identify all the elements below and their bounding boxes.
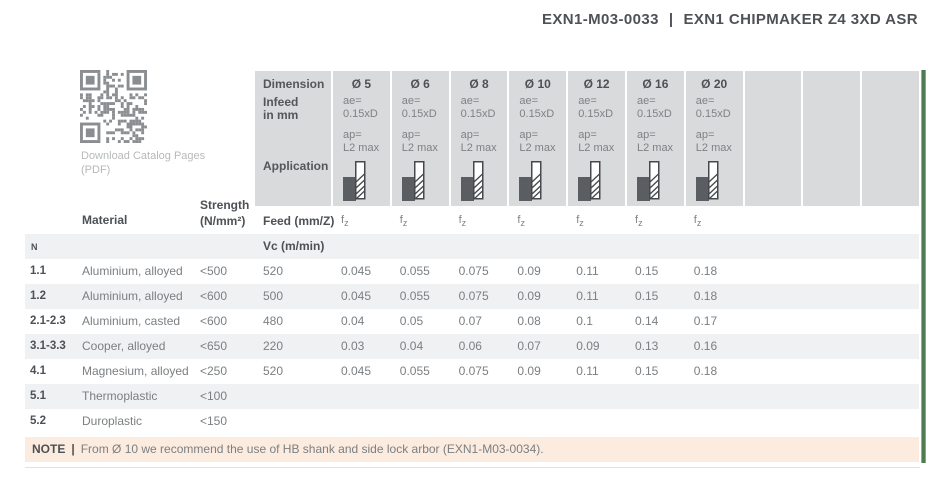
feed-symbol: $f_z$ bbox=[399, 214, 408, 229]
ae-label: ae= bbox=[578, 95, 597, 107]
dimension-column bbox=[625, 71, 684, 206]
material-row bbox=[25, 409, 919, 434]
ae-value: 0.15xD bbox=[343, 108, 378, 120]
dimension-header: Ø 20 bbox=[701, 77, 728, 91]
fz-value: 0.17 bbox=[693, 314, 718, 328]
ae-label: ae= bbox=[460, 95, 480, 107]
material-name: Aluminium, casted bbox=[82, 314, 181, 328]
feed-row bbox=[25, 206, 919, 234]
fz-value: 0.15 bbox=[635, 364, 659, 378]
fz-value: 0.075 bbox=[458, 264, 489, 278]
note-row bbox=[25, 437, 919, 462]
fz-value: 0.075 bbox=[458, 364, 489, 378]
dimension-header: Ø 6 bbox=[410, 77, 430, 91]
fz-value: 0.045 bbox=[341, 264, 372, 278]
ae-value: 0.15xD bbox=[519, 108, 555, 120]
ap-value: L2 max bbox=[460, 142, 497, 154]
ap-value: L2 max bbox=[343, 142, 380, 154]
material-name: Aluminium, alloyed bbox=[82, 289, 183, 303]
fz-value: 0.07 bbox=[517, 339, 541, 353]
empty-column bbox=[860, 71, 919, 206]
feed-symbol: $f_z$ bbox=[635, 214, 643, 229]
ap-value: L2 max bbox=[636, 142, 674, 154]
end-mill-icon bbox=[402, 161, 430, 202]
material-name: Cooper, alloyed bbox=[82, 339, 166, 353]
vc-row bbox=[25, 234, 919, 259]
material-row bbox=[25, 259, 919, 284]
product-code: EXN1-M03-0033 bbox=[541, 11, 659, 28]
fz-value: 0.045 bbox=[341, 364, 372, 378]
ap-value: L2 max bbox=[401, 142, 438, 154]
material-row bbox=[25, 309, 919, 334]
header-label-column bbox=[255, 71, 331, 206]
vc-value: 520 bbox=[263, 264, 284, 278]
dimension-column bbox=[507, 71, 566, 206]
material-row bbox=[25, 384, 919, 409]
row-n-number: 5.1 bbox=[30, 390, 46, 402]
ae-value: 0.15xD bbox=[636, 108, 672, 120]
ap-label: ap= bbox=[460, 129, 480, 141]
row-n-number: 4.1 bbox=[30, 365, 46, 377]
ae-label: ae= bbox=[343, 95, 362, 107]
fz-value: 0.09 bbox=[517, 364, 541, 378]
vc-value: 220 bbox=[263, 339, 284, 353]
fz-value: 0.055 bbox=[399, 289, 430, 303]
strength-value: <500 bbox=[200, 264, 228, 278]
fz-value: 0.08 bbox=[517, 314, 541, 328]
dimension-header: Ø 16 bbox=[642, 77, 669, 91]
fz-value: 0.11 bbox=[576, 364, 599, 378]
strength-value: <600 bbox=[200, 314, 228, 328]
empty-column bbox=[801, 71, 860, 206]
dimension-column bbox=[684, 71, 743, 206]
fz-value: 0.11 bbox=[576, 289, 599, 303]
dimension-column bbox=[390, 71, 449, 206]
title-separator: | bbox=[668, 11, 674, 28]
dimension-column bbox=[331, 71, 390, 206]
n-column-header: N bbox=[31, 242, 38, 252]
infeed-label-unit: in mm bbox=[263, 108, 299, 122]
fz-value: 0.15 bbox=[635, 264, 659, 278]
dimension-column bbox=[449, 71, 508, 206]
vc-label: Vc (m/min) bbox=[263, 239, 325, 253]
vc-value: 500 bbox=[263, 289, 284, 303]
end-mill-icon bbox=[519, 161, 547, 202]
vc-value: 480 bbox=[263, 314, 284, 328]
qr-code-icon[interactable] bbox=[80, 70, 147, 143]
row-n-number: 1.1 bbox=[30, 265, 46, 277]
end-mill-icon bbox=[637, 161, 665, 202]
fz-value: 0.03 bbox=[341, 339, 365, 353]
ae-label: ae= bbox=[695, 95, 715, 107]
page-title bbox=[542, 11, 918, 28]
fz-value: 0.075 bbox=[458, 289, 489, 303]
fz-value: 0.07 bbox=[458, 314, 482, 328]
ap-label: ap= bbox=[636, 129, 656, 141]
ae-value: 0.15xD bbox=[401, 108, 437, 120]
ap-label: ap= bbox=[343, 129, 362, 141]
ae-label: ae= bbox=[519, 95, 539, 107]
fz-value: 0.15 bbox=[635, 289, 659, 303]
download-catalog-link[interactable]: Download Catalog Pages (PDF) bbox=[81, 150, 206, 176]
ae-value: 0.15xD bbox=[695, 108, 731, 120]
strength-value: <600 bbox=[200, 289, 228, 303]
feed-symbol: $f_z$ bbox=[458, 214, 467, 229]
strength-value: <650 bbox=[200, 339, 228, 353]
fz-value: 0.13 bbox=[635, 339, 659, 353]
feed-symbol: $f_z$ bbox=[576, 214, 584, 229]
fz-value: 0.055 bbox=[399, 264, 430, 278]
feed-label: Feed (mm/Z) bbox=[263, 214, 335, 228]
dimension-label: Dimension bbox=[263, 77, 325, 91]
fz-value: 0.055 bbox=[399, 364, 430, 378]
ae-value: 0.15xD bbox=[578, 108, 614, 120]
end-mill-icon bbox=[578, 161, 606, 202]
strength-label-line1: Strength bbox=[200, 198, 250, 212]
ap-value: L2 max bbox=[695, 142, 732, 154]
ap-value: L2 max bbox=[578, 142, 615, 154]
row-n-number: 3.1-3.3 bbox=[30, 340, 66, 352]
fz-value: 0.18 bbox=[693, 264, 718, 278]
ap-label: ap= bbox=[401, 129, 421, 141]
fz-value: 0.06 bbox=[458, 339, 482, 353]
fz-value: 0.04 bbox=[341, 314, 365, 328]
table-header bbox=[255, 71, 919, 206]
bottom-divider bbox=[25, 467, 920, 468]
dimension-header: Ø 10 bbox=[524, 77, 551, 91]
end-mill-icon bbox=[461, 161, 489, 202]
application-label: Application bbox=[263, 159, 329, 173]
material-column-header: Material bbox=[82, 213, 128, 227]
fz-value: 0.09 bbox=[517, 289, 541, 303]
dimension-columns bbox=[331, 71, 919, 206]
material-row bbox=[25, 334, 919, 359]
fz-value: 0.11 bbox=[576, 264, 599, 278]
material-name: Aluminium, alloyed bbox=[82, 264, 183, 278]
strength-value: <100 bbox=[200, 389, 228, 403]
row-n-number: 2.1-2.3 bbox=[30, 315, 66, 327]
fz-value: 0.1 bbox=[576, 314, 593, 328]
dimension-header: Ø 5 bbox=[351, 77, 372, 91]
fz-value: 0.18 bbox=[693, 289, 718, 303]
row-n-number: 5.2 bbox=[30, 415, 46, 427]
strength-value: <150 bbox=[200, 414, 228, 428]
empty-column bbox=[743, 71, 802, 206]
feed-symbol: $f_z$ bbox=[517, 214, 525, 229]
material-name: Magnesium, alloyed bbox=[82, 364, 189, 378]
feed-symbol: $f_z$ bbox=[693, 214, 702, 229]
ap-label: ap= bbox=[695, 129, 715, 141]
fz-value: 0.16 bbox=[693, 339, 718, 353]
material-name: Duroplastic bbox=[82, 414, 143, 428]
note-separator: | bbox=[71, 442, 75, 456]
fz-value: 0.04 bbox=[399, 339, 424, 353]
material-row bbox=[25, 359, 919, 384]
fz-value: 0.09 bbox=[576, 339, 600, 353]
end-mill-icon bbox=[696, 161, 724, 202]
fz-value: 0.05 bbox=[399, 314, 424, 328]
strength-label-line2: (N/mm²) bbox=[200, 214, 246, 228]
note-label: NOTE bbox=[32, 442, 66, 456]
material-row bbox=[25, 284, 919, 309]
end-mill-icon bbox=[343, 161, 371, 202]
vc-value: 520 bbox=[263, 364, 284, 378]
ae-label: ae= bbox=[636, 95, 656, 107]
note-text: From Ø 10 we recommend the use of HB shank and side lock arbor (EXN1-M03-0034). bbox=[80, 442, 544, 456]
ae-value: 0.15xD bbox=[460, 108, 496, 120]
product-name: EXN1 CHIPMAKER Z4 3XD ASR bbox=[683, 11, 918, 28]
ap-value: L2 max bbox=[519, 142, 556, 154]
feed-symbol: $f_z$ bbox=[341, 214, 349, 229]
strength-value: <250 bbox=[200, 364, 228, 378]
row-n-number: 1.2 bbox=[30, 290, 46, 302]
fz-value: 0.045 bbox=[341, 289, 372, 303]
ae-label: ae= bbox=[401, 95, 421, 107]
fz-value: 0.09 bbox=[517, 264, 541, 278]
ap-label: ap= bbox=[578, 129, 597, 141]
dimension-header: Ø 12 bbox=[583, 77, 610, 91]
accent-bar bbox=[921, 70, 926, 463]
material-name: Thermoplastic bbox=[82, 389, 158, 403]
fz-value: 0.14 bbox=[635, 314, 659, 328]
dimension-column bbox=[566, 71, 625, 206]
ap-label: ap= bbox=[519, 129, 539, 141]
infeed-label: Infeed bbox=[263, 95, 299, 109]
dimension-header: Ø 8 bbox=[469, 77, 489, 91]
fz-value: 0.18 bbox=[693, 364, 718, 378]
